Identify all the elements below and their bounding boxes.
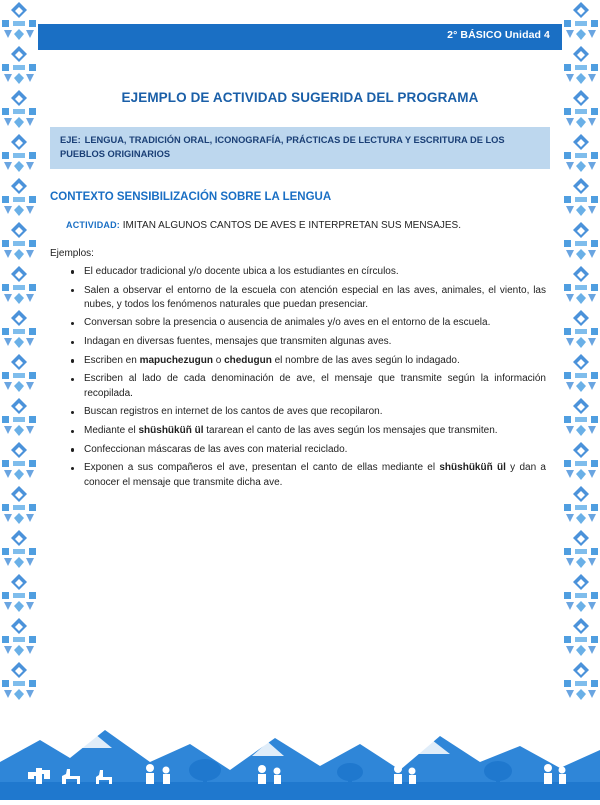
andean-textile-pattern-icon bbox=[562, 0, 600, 800]
examples-list bbox=[50, 265, 550, 490]
examples-label: Ejemplos: bbox=[50, 247, 94, 259]
eje-value: LENGUA, TRADICIÓN ORAL, ICONOGRAFÍA, PRÁCTICAS DE LECTURA Y ESCRITURA DE LOS PUEBLOS ORIGINARIOS bbox=[60, 135, 505, 160]
list-item: Exponen a sus compañeros el ave, presentan el canto de ellas mediante el shüshüküñ ül y dan a conocer el mensaje que transmite dicha ave. bbox=[84, 461, 550, 489]
left-decorative-band bbox=[0, 0, 38, 800]
list-item: Indagan en diversas fuentes, mensajes que transmiten algunas aves. bbox=[84, 335, 550, 349]
page-title: EJEMPLO DE ACTIVIDAD SUGERIDA DEL PROGRAMA bbox=[121, 90, 479, 105]
list-item: Buscan registros en internet de los cantos de aves que recopilaron. bbox=[84, 405, 550, 419]
andean-textile-pattern-icon bbox=[0, 0, 38, 800]
eje-box bbox=[50, 127, 550, 169]
andean-landscape-silhouette-icon bbox=[0, 700, 600, 800]
document-content bbox=[50, 60, 550, 494]
list-item: El educador tradicional y/o docente ubica a los estudiantes en círculos. bbox=[84, 265, 550, 279]
list-item: Salen a observar el entorno de la escuela con atención especial en las aves, animales, el viento, las nubes, y todos los fenómenos naturales que puedan presenciar. bbox=[84, 284, 550, 312]
activity-line bbox=[66, 220, 550, 231]
context-title: CONTEXTO SENSIBILIZACIÓN SOBRE LA LENGUA bbox=[50, 190, 332, 203]
eje-text bbox=[60, 133, 540, 162]
list-item: Mediante el shüshüküñ ül tararean el canto de las aves según los mensajes que transmiten. bbox=[84, 424, 550, 438]
activity-value: IMITAN ALGUNOS CANTOS DE AVES E INTERPRETAN SUS MENSAJES. bbox=[122, 219, 461, 231]
list-item: Conversan sobre la presencia o ausencia de animales y/o aves en el entorno de la escuela. bbox=[84, 316, 550, 330]
right-decorative-band bbox=[562, 0, 600, 800]
list-item: Escriben al lado de cada denominación de ave, el mensaje que transmite según la información recopilada. bbox=[84, 372, 550, 400]
bottom-illustration bbox=[0, 700, 600, 800]
unit-header-bar bbox=[38, 24, 562, 50]
list-item: Confeccionan máscaras de las aves con material reciclado. bbox=[84, 443, 550, 457]
unit-label: 2° BÁSICO Unidad 4 bbox=[447, 29, 550, 41]
activity-label: ACTIVIDAD: bbox=[66, 219, 120, 230]
list-item: Escriben en mapuchezugun o chedugun el nombre de las aves según lo indagado. bbox=[84, 354, 550, 368]
eje-label: EJE: bbox=[60, 135, 81, 145]
